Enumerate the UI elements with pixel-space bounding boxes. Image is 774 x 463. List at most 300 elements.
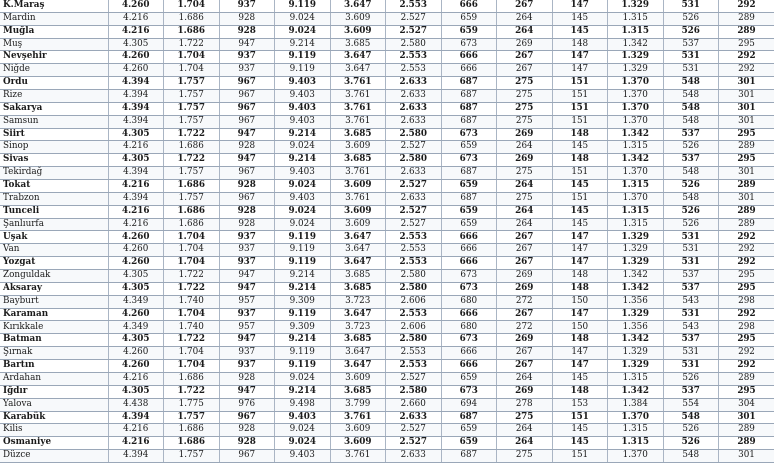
value-cell: 9.403 xyxy=(275,192,331,205)
value-cell: 3.685 xyxy=(330,282,386,295)
value-cell: 1.329 xyxy=(608,257,664,270)
value-cell: 928 xyxy=(219,372,275,385)
city-name-cell: Sinop xyxy=(0,141,108,154)
value-cell: 289 xyxy=(719,372,774,385)
city-name-cell: Aksaray xyxy=(0,282,108,295)
value-cell: 2.553 xyxy=(386,347,442,360)
value-cell: 267 xyxy=(497,0,553,12)
value-cell: 145 xyxy=(552,12,608,25)
value-cell: 947 xyxy=(219,154,275,167)
city-name-cell: K.Maraş xyxy=(0,0,108,12)
city-name-cell: Nevşehir xyxy=(0,51,108,64)
table-row xyxy=(0,77,774,90)
value-cell: 2.580 xyxy=(386,128,442,141)
value-cell: 531 xyxy=(663,308,719,321)
value-cell: 537 xyxy=(663,385,719,398)
value-cell: 2.527 xyxy=(386,141,442,154)
value-cell: 269 xyxy=(497,154,553,167)
value-cell: 2.527 xyxy=(386,437,442,450)
city-name-cell: Şanlıurfa xyxy=(0,218,108,231)
value-cell: 1.329 xyxy=(608,0,664,12)
table-row xyxy=(0,12,774,25)
value-cell: 1.704 xyxy=(164,244,220,257)
value-cell: 145 xyxy=(552,205,608,218)
value-cell: 937 xyxy=(219,51,275,64)
value-cell: 9.119 xyxy=(275,347,331,360)
value-cell: 673 xyxy=(441,38,497,51)
value-cell: 2.580 xyxy=(386,334,442,347)
table-row xyxy=(0,372,774,385)
table-row xyxy=(0,295,774,308)
value-cell: 543 xyxy=(663,295,719,308)
value-cell: 289 xyxy=(719,205,774,218)
city-name-cell: Muş xyxy=(0,38,108,51)
value-cell: 264 xyxy=(497,141,553,154)
value-cell: 1.329 xyxy=(608,231,664,244)
table-row xyxy=(0,180,774,193)
value-cell: 673 xyxy=(441,270,497,283)
value-cell: 659 xyxy=(441,437,497,450)
value-cell: 3.799 xyxy=(330,398,386,411)
value-cell: 4.394 xyxy=(108,90,164,103)
value-cell: 9.119 xyxy=(275,0,331,12)
value-cell: 1.315 xyxy=(608,372,664,385)
value-cell: 292 xyxy=(719,231,774,244)
value-cell: 3.685 xyxy=(330,385,386,398)
value-cell: 928 xyxy=(219,218,275,231)
value-cell: 537 xyxy=(663,38,719,51)
city-name-cell: Kırıkkale xyxy=(0,321,108,334)
value-cell: 151 xyxy=(552,450,608,463)
value-cell: 264 xyxy=(497,25,553,38)
value-cell: 659 xyxy=(441,25,497,38)
value-cell: 659 xyxy=(441,180,497,193)
value-cell: 289 xyxy=(719,12,774,25)
value-cell: 3.609 xyxy=(330,218,386,231)
value-cell: 537 xyxy=(663,282,719,295)
value-cell: 4.394 xyxy=(108,450,164,463)
value-cell: 1.704 xyxy=(164,308,220,321)
value-cell: 687 xyxy=(441,192,497,205)
value-cell: 957 xyxy=(219,321,275,334)
value-cell: 537 xyxy=(663,334,719,347)
value-cell: 9.119 xyxy=(275,51,331,64)
value-cell: 9.214 xyxy=(275,154,331,167)
value-cell: 4.305 xyxy=(108,270,164,283)
value-cell: 1.775 xyxy=(164,398,220,411)
value-cell: 145 xyxy=(552,141,608,154)
value-cell: 9.119 xyxy=(275,244,331,257)
value-cell: 548 xyxy=(663,192,719,205)
value-cell: 2.553 xyxy=(386,257,442,270)
value-cell: 1.315 xyxy=(608,424,664,437)
value-cell: 4.394 xyxy=(108,167,164,180)
value-cell: 1.704 xyxy=(164,257,220,270)
value-cell: 937 xyxy=(219,244,275,257)
table-row xyxy=(0,205,774,218)
value-cell: 2.553 xyxy=(386,244,442,257)
value-cell: 4.349 xyxy=(108,295,164,308)
value-cell: 2.633 xyxy=(386,450,442,463)
value-cell: 2.527 xyxy=(386,372,442,385)
value-cell: 278 xyxy=(497,398,553,411)
value-cell: 9.214 xyxy=(275,38,331,51)
city-name-cell: Yozgat xyxy=(0,257,108,270)
value-cell: 1.370 xyxy=(608,77,664,90)
value-cell: 666 xyxy=(441,257,497,270)
value-cell: 9.119 xyxy=(275,308,331,321)
city-name-cell: Şırnak xyxy=(0,347,108,360)
value-cell: 275 xyxy=(497,77,553,90)
value-cell: 673 xyxy=(441,128,497,141)
city-name-cell: Batman xyxy=(0,334,108,347)
value-cell: 9.119 xyxy=(275,257,331,270)
value-cell: 2.606 xyxy=(386,321,442,334)
value-cell: 687 xyxy=(441,115,497,128)
value-cell: 3.647 xyxy=(330,51,386,64)
table-row xyxy=(0,25,774,38)
value-cell: 548 xyxy=(663,167,719,180)
value-cell: 3.647 xyxy=(330,231,386,244)
value-cell: 2.633 xyxy=(386,411,442,424)
value-cell: 1.704 xyxy=(164,0,220,12)
value-cell: 3.647 xyxy=(330,0,386,12)
value-cell: 1.704 xyxy=(164,231,220,244)
value-cell: 4.305 xyxy=(108,154,164,167)
value-cell: 1.686 xyxy=(164,180,220,193)
value-cell: 2.553 xyxy=(386,360,442,373)
value-cell: 264 xyxy=(497,424,553,437)
value-cell: 9.214 xyxy=(275,128,331,141)
value-cell: 269 xyxy=(497,270,553,283)
city-name-cell: Ordu xyxy=(0,77,108,90)
value-cell: 295 xyxy=(719,334,774,347)
value-cell: 289 xyxy=(719,25,774,38)
value-cell: 272 xyxy=(497,295,553,308)
city-name-cell: Iğdır xyxy=(0,385,108,398)
value-cell: 928 xyxy=(219,205,275,218)
value-cell: 531 xyxy=(663,231,719,244)
value-cell: 292 xyxy=(719,0,774,12)
value-cell: 937 xyxy=(219,360,275,373)
value-cell: 1.342 xyxy=(608,385,664,398)
value-cell: 148 xyxy=(552,385,608,398)
value-cell: 3.647 xyxy=(330,347,386,360)
table-row xyxy=(0,360,774,373)
table-row xyxy=(0,450,774,463)
value-cell: 1.757 xyxy=(164,411,220,424)
value-cell: 4.305 xyxy=(108,128,164,141)
value-cell: 687 xyxy=(441,102,497,115)
value-cell: 928 xyxy=(219,141,275,154)
value-cell: 937 xyxy=(219,308,275,321)
city-name-cell: Osmaniye xyxy=(0,437,108,450)
table-row xyxy=(0,218,774,231)
value-cell: 1.315 xyxy=(608,180,664,193)
value-cell: 292 xyxy=(719,360,774,373)
value-cell: 666 xyxy=(441,51,497,64)
value-cell: 1.722 xyxy=(164,334,220,347)
value-cell: 666 xyxy=(441,0,497,12)
value-cell: 659 xyxy=(441,205,497,218)
value-cell: 1.315 xyxy=(608,205,664,218)
value-cell: 531 xyxy=(663,244,719,257)
value-cell: 4.305 xyxy=(108,38,164,51)
value-cell: 269 xyxy=(497,38,553,51)
value-cell: 1.722 xyxy=(164,385,220,398)
value-cell: 554 xyxy=(663,398,719,411)
value-cell: 153 xyxy=(552,398,608,411)
value-cell: 295 xyxy=(719,128,774,141)
city-name-cell: Sivas xyxy=(0,154,108,167)
value-cell: 3.761 xyxy=(330,90,386,103)
value-cell: 666 xyxy=(441,244,497,257)
city-name-cell: Ardahan xyxy=(0,372,108,385)
value-cell: 148 xyxy=(552,270,608,283)
value-cell: 1.686 xyxy=(164,205,220,218)
value-cell: 947 xyxy=(219,128,275,141)
value-cell: 9.119 xyxy=(275,64,331,77)
value-cell: 3.609 xyxy=(330,205,386,218)
value-cell: 3.761 xyxy=(330,450,386,463)
value-cell: 3.761 xyxy=(330,192,386,205)
value-cell: 2.553 xyxy=(386,51,442,64)
value-cell: 531 xyxy=(663,347,719,360)
value-cell: 947 xyxy=(219,270,275,283)
value-cell: 289 xyxy=(719,180,774,193)
table-row xyxy=(0,141,774,154)
value-cell: 3.761 xyxy=(330,77,386,90)
value-cell: 4.216 xyxy=(108,218,164,231)
value-cell: 4.260 xyxy=(108,0,164,12)
value-cell: 3.647 xyxy=(330,64,386,77)
value-cell: 1.356 xyxy=(608,321,664,334)
value-cell: 526 xyxy=(663,437,719,450)
value-cell: 148 xyxy=(552,334,608,347)
value-cell: 4.260 xyxy=(108,64,164,77)
value-cell: 9.119 xyxy=(275,360,331,373)
value-cell: 145 xyxy=(552,372,608,385)
value-cell: 659 xyxy=(441,372,497,385)
value-cell: 9.214 xyxy=(275,282,331,295)
value-cell: 1.370 xyxy=(608,102,664,115)
value-cell: 967 xyxy=(219,192,275,205)
value-cell: 3.609 xyxy=(330,372,386,385)
value-cell: 3.685 xyxy=(330,38,386,51)
value-cell: 3.685 xyxy=(330,270,386,283)
value-cell: 1.757 xyxy=(164,115,220,128)
value-cell: 548 xyxy=(663,102,719,115)
value-cell: 2.527 xyxy=(386,25,442,38)
value-cell: 937 xyxy=(219,231,275,244)
value-cell: 694 xyxy=(441,398,497,411)
table-row xyxy=(0,167,774,180)
value-cell: 1.329 xyxy=(608,308,664,321)
value-cell: 928 xyxy=(219,424,275,437)
value-cell: 1.384 xyxy=(608,398,664,411)
value-cell: 947 xyxy=(219,334,275,347)
value-cell: 967 xyxy=(219,167,275,180)
value-cell: 147 xyxy=(552,51,608,64)
value-cell: 659 xyxy=(441,218,497,231)
value-cell: 275 xyxy=(497,192,553,205)
value-cell: 298 xyxy=(719,321,774,334)
value-cell: 937 xyxy=(219,64,275,77)
value-cell: 3.647 xyxy=(330,308,386,321)
value-cell: 304 xyxy=(719,398,774,411)
value-cell: 1.370 xyxy=(608,450,664,463)
value-cell: 1.315 xyxy=(608,141,664,154)
value-cell: 680 xyxy=(441,321,497,334)
value-cell: 9.214 xyxy=(275,334,331,347)
value-cell: 275 xyxy=(497,167,553,180)
value-cell: 9.403 xyxy=(275,90,331,103)
value-cell: 292 xyxy=(719,308,774,321)
table-row xyxy=(0,38,774,51)
value-cell: 967 xyxy=(219,90,275,103)
value-cell: 147 xyxy=(552,347,608,360)
value-cell: 9.214 xyxy=(275,270,331,283)
value-cell: 2.527 xyxy=(386,424,442,437)
value-cell: 937 xyxy=(219,0,275,12)
value-cell: 9.024 xyxy=(275,424,331,437)
value-cell: 1.370 xyxy=(608,411,664,424)
value-cell: 147 xyxy=(552,360,608,373)
value-cell: 947 xyxy=(219,385,275,398)
city-name-cell: Kilis xyxy=(0,424,108,437)
value-cell: 1.315 xyxy=(608,218,664,231)
value-cell: 673 xyxy=(441,154,497,167)
value-cell: 264 xyxy=(497,218,553,231)
value-cell: 147 xyxy=(552,257,608,270)
value-cell: 295 xyxy=(719,282,774,295)
value-cell: 673 xyxy=(441,385,497,398)
value-cell: 148 xyxy=(552,128,608,141)
value-cell: 4.216 xyxy=(108,205,164,218)
value-cell: 1.757 xyxy=(164,192,220,205)
value-cell: 298 xyxy=(719,295,774,308)
value-cell: 3.761 xyxy=(330,102,386,115)
value-cell: 292 xyxy=(719,347,774,360)
value-cell: 2.580 xyxy=(386,154,442,167)
value-cell: 4.260 xyxy=(108,360,164,373)
value-cell: 292 xyxy=(719,64,774,77)
value-cell: 1.315 xyxy=(608,25,664,38)
city-name-cell: Van xyxy=(0,244,108,257)
table-row xyxy=(0,282,774,295)
value-cell: 967 xyxy=(219,411,275,424)
value-cell: 289 xyxy=(719,437,774,450)
value-cell: 1.356 xyxy=(608,295,664,308)
table-row xyxy=(0,334,774,347)
value-cell: 928 xyxy=(219,180,275,193)
value-cell: 2.580 xyxy=(386,270,442,283)
value-cell: 537 xyxy=(663,154,719,167)
city-name-cell: Yalova xyxy=(0,398,108,411)
value-cell: 526 xyxy=(663,12,719,25)
value-cell: 4.260 xyxy=(108,347,164,360)
value-cell: 301 xyxy=(719,411,774,424)
value-cell: 531 xyxy=(663,0,719,12)
city-name-cell: Siirt xyxy=(0,128,108,141)
value-cell: 9.024 xyxy=(275,437,331,450)
value-cell: 967 xyxy=(219,102,275,115)
table-row xyxy=(0,51,774,64)
value-cell: 145 xyxy=(552,25,608,38)
value-cell: 4.305 xyxy=(108,334,164,347)
value-cell: 1.686 xyxy=(164,424,220,437)
value-cell: 9.403 xyxy=(275,167,331,180)
value-cell: 3.647 xyxy=(330,257,386,270)
value-cell: 1.740 xyxy=(164,321,220,334)
value-cell: 947 xyxy=(219,282,275,295)
value-cell: 9.024 xyxy=(275,141,331,154)
table-row xyxy=(0,231,774,244)
value-cell: 526 xyxy=(663,180,719,193)
table-row xyxy=(0,0,774,12)
value-cell: 145 xyxy=(552,218,608,231)
city-name-cell: Samsun xyxy=(0,115,108,128)
value-cell: 666 xyxy=(441,64,497,77)
value-cell: 4.216 xyxy=(108,141,164,154)
city-name-cell: Muğla xyxy=(0,25,108,38)
value-cell: 4.394 xyxy=(108,192,164,205)
value-cell: 9.403 xyxy=(275,115,331,128)
value-cell: 151 xyxy=(552,90,608,103)
table-row xyxy=(0,257,774,270)
value-cell: 2.633 xyxy=(386,90,442,103)
value-cell: 526 xyxy=(663,372,719,385)
value-cell: 275 xyxy=(497,115,553,128)
value-cell: 526 xyxy=(663,218,719,231)
value-cell: 548 xyxy=(663,115,719,128)
value-cell: 1.722 xyxy=(164,282,220,295)
value-cell: 2.633 xyxy=(386,102,442,115)
value-cell: 687 xyxy=(441,450,497,463)
value-cell: 1.757 xyxy=(164,167,220,180)
value-cell: 2.553 xyxy=(386,231,442,244)
value-cell: 3.647 xyxy=(330,244,386,257)
value-cell: 967 xyxy=(219,77,275,90)
value-cell: 3.685 xyxy=(330,154,386,167)
value-cell: 2.527 xyxy=(386,205,442,218)
value-cell: 4.305 xyxy=(108,282,164,295)
city-name-cell: Uşak xyxy=(0,231,108,244)
value-cell: 9.024 xyxy=(275,218,331,231)
city-name-cell: Bartın xyxy=(0,360,108,373)
value-cell: 264 xyxy=(497,12,553,25)
value-cell: 1.757 xyxy=(164,90,220,103)
value-cell: 1.722 xyxy=(164,154,220,167)
value-cell: 531 xyxy=(663,360,719,373)
value-cell: 1.329 xyxy=(608,347,664,360)
table-row xyxy=(0,102,774,115)
value-cell: 2.606 xyxy=(386,295,442,308)
value-cell: 937 xyxy=(219,347,275,360)
table-row xyxy=(0,64,774,77)
value-cell: 1.370 xyxy=(608,90,664,103)
value-cell: 289 xyxy=(719,218,774,231)
value-cell: 145 xyxy=(552,424,608,437)
value-cell: 4.216 xyxy=(108,372,164,385)
value-cell: 1.370 xyxy=(608,115,664,128)
value-cell: 151 xyxy=(552,77,608,90)
value-cell: 967 xyxy=(219,115,275,128)
value-cell: 264 xyxy=(497,437,553,450)
value-cell: 301 xyxy=(719,77,774,90)
value-cell: 3.609 xyxy=(330,141,386,154)
value-cell: 9.024 xyxy=(275,12,331,25)
